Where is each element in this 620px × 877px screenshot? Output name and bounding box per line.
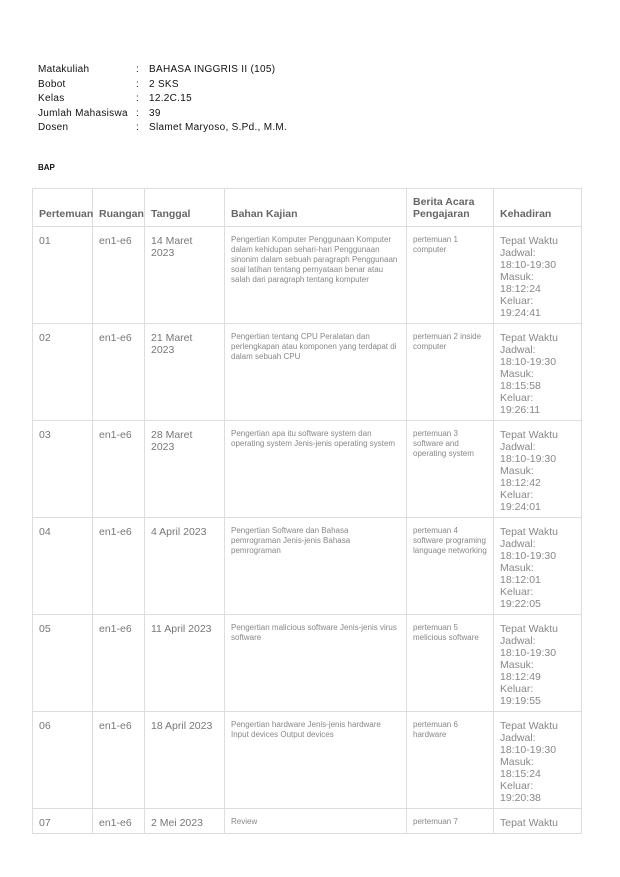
kehadiran-masuk: 18:15:24 [500,768,541,780]
kehadiran-masuk: 18:12:24 [500,283,541,295]
kehadiran-jadwal-label: Jadwal: [500,635,536,647]
kehadiran-keluar: 19:24:01 [500,501,541,513]
cell-pertemuan: 04 [33,518,93,615]
kehadiran-keluar: 19:19:55 [500,695,541,707]
cell-berita-acara: pertemuan 3 software and operating system [407,421,494,518]
cell-bahan-kajian: Pengertian hardware Jenis-jenis hardware Input devices Output devices [225,712,407,809]
header-tanggal: Tanggal [145,189,225,227]
cell-bahan-kajian: Pengertian malicious software Jenis-jenis virus software [225,615,407,712]
kehadiran-status: Tepat Waktu [500,235,558,247]
info-label: Matakuliah [38,64,90,75]
kehadiran-keluar-label: Keluar: [500,683,534,695]
info-row-bobot [38,79,287,94]
cell-pertemuan: 01 [33,227,93,324]
table-row [33,615,582,712]
info-label: Jumlah Mahasiswa [38,107,128,119]
kehadiran-jadwal: 18:10-19:30 [500,356,557,368]
kehadiran-keluar-label: Keluar: [500,295,534,307]
table-row [33,421,582,518]
kehadiran-masuk: 18:12:42 [500,477,541,489]
cell-ruangan: en1-e6 [93,324,145,421]
kehadiran-masuk: 18:12:49 [500,671,541,683]
kehadiran-keluar: 19:20:38 [500,792,541,804]
kehadiran-status: Tepat Waktu [500,720,558,732]
cell-pertemuan: 07 [33,809,93,834]
cell-kehadiran [494,518,582,615]
info-label: Kelas [38,93,65,104]
table-row [33,712,582,809]
kehadiran-keluar-label: Keluar: [500,780,534,792]
info-colon: : [136,122,140,133]
header-pertemuan: Pertemuan [33,189,93,227]
cell-berita-acara: pertemuan 1 computer [407,227,494,324]
info-colon: : [136,78,140,90]
cell-tanggal: 4 April 2023 [145,518,225,615]
kehadiran-masuk-label: Masuk: [500,368,534,380]
table-row [33,809,582,834]
kehadiran-jadwal: 18:10-19:30 [500,744,557,756]
info-label: Dosen [38,122,69,133]
section-title: BAP [38,163,55,172]
cell-kehadiran [494,615,582,712]
kehadiran-jadwal: 18:10-19:30 [500,259,557,271]
cell-kehadiran [494,809,582,834]
kehadiran-status: Tepat Waktu [500,429,558,441]
kehadiran-masuk-label: Masuk: [500,562,534,574]
cell-ruangan: en1-e6 [93,712,145,809]
table-row [33,518,582,615]
info-row-matakuliah [38,64,287,79]
cell-bahan-kajian: Pengertian apa itu software system dan operating system Jenis-jenis operating system [225,421,407,518]
cell-berita-acara: pertemuan 4 software programing language networking [407,518,494,615]
kehadiran-jadwal-label: Jadwal: [500,732,536,744]
info-value: 2 SKS [149,78,179,90]
table-row [33,324,582,421]
header-ruangan: Ruangan [93,189,145,227]
kehadiran-keluar: 19:26:11 [500,404,541,416]
info-value: 39 [149,107,161,119]
cell-kehadiran [494,227,582,324]
cell-berita-acara: pertemuan 2 inside computer [407,324,494,421]
info-colon: : [136,107,140,119]
cell-pertemuan: 02 [33,324,93,421]
kehadiran-masuk: 18:12:01 [500,574,541,586]
table-row [33,227,582,324]
header-kehadiran: Kehadiran [494,189,582,227]
kehadiran-jadwal: 18:10-19:30 [500,647,557,659]
bap-table [32,188,582,834]
kehadiran-status: Tepat Waktu [500,526,558,538]
cell-bahan-kajian: Pengertian tentang CPU Peralatan dan perlengkapan atau komponen yang terdapat di dalam sebuah CPU [225,324,407,421]
kehadiran-jadwal: 18:10-19:30 [500,550,557,562]
cell-kehadiran [494,324,582,421]
info-value: BAHASA INGGRIS II (105) [149,64,276,75]
cell-bahan-kajian: Pengertian Komputer Penggunaan Komputer dalam kehidupan sehari-hari Penggunaan sinonim dalam sebuah paragraph Penggunaan soal latihan tentang pernyataan benar atau salah dari paragraph tentang komputer [225,227,407,324]
info-colon: : [136,64,140,75]
kehadiran-masuk-label: Masuk: [500,756,534,768]
cell-tanggal: 2 Mei 2023 [145,809,225,834]
cell-tanggal: 21 Maret 2023 [145,324,225,421]
cell-berita-acara: pertemuan 5 melicious software [407,615,494,712]
kehadiran-jadwal-label: Jadwal: [500,344,536,356]
cell-ruangan: en1-e6 [93,227,145,324]
kehadiran-jadwal-label: Jadwal: [500,538,536,550]
cell-tanggal: 14 Maret 2023 [145,227,225,324]
header-bahan-kajian: Bahan Kajian [225,189,407,227]
kehadiran-jadwal-label: Jadwal: [500,441,536,453]
kehadiran-status: Tepat Waktu [500,332,558,344]
header-berita-acara: Berita Acara Pengajaran [407,189,494,227]
cell-berita-acara: pertemuan 7 [407,809,494,834]
cell-pertemuan: 06 [33,712,93,809]
cell-kehadiran [494,712,582,809]
kehadiran-keluar-label: Keluar: [500,392,534,404]
cell-berita-acara: pertemuan 6 hardware [407,712,494,809]
cell-bahan-kajian: Review [225,809,407,834]
kehadiran-keluar: 19:24:41 [500,307,541,319]
info-row-dosen [38,122,287,137]
cell-tanggal: 18 April 2023 [145,712,225,809]
info-colon: : [136,93,140,104]
kehadiran-masuk-label: Masuk: [500,271,534,283]
course-info [38,64,287,137]
kehadiran-jadwal-label: Jadwal: [500,247,536,259]
cell-pertemuan: 05 [33,615,93,712]
cell-ruangan: en1-e6 [93,518,145,615]
info-row-jumlah-mahasiswa [38,108,287,123]
cell-tanggal: 11 April 2023 [145,615,225,712]
kehadiran-status: Tepat Waktu [500,817,558,829]
kehadiran-jadwal: 18:10-19:30 [500,453,557,465]
cell-kehadiran [494,421,582,518]
info-label: Bobot [38,78,66,90]
cell-tanggal: 28 Maret 2023 [145,421,225,518]
cell-ruangan: en1-e6 [93,421,145,518]
cell-ruangan: en1-e6 [93,809,145,834]
kehadiran-masuk: 18:15:58 [500,380,541,392]
info-value: 12.2C.15 [149,93,192,104]
info-row-kelas [38,93,287,108]
cell-ruangan: en1-e6 [93,615,145,712]
cell-bahan-kajian: Pengertian Software dan Bahasa pemrograman Jenis-jenis Bahasa pemrograman [225,518,407,615]
kehadiran-status: Tepat Waktu [500,623,558,635]
kehadiran-keluar-label: Keluar: [500,586,534,598]
kehadiran-masuk-label: Masuk: [500,465,534,477]
kehadiran-masuk-label: Masuk: [500,659,534,671]
kehadiran-keluar: 19:22:05 [500,598,541,610]
cell-pertemuan: 03 [33,421,93,518]
info-value: Slamet Maryoso, S.Pd., M.M. [149,122,288,133]
kehadiran-keluar-label: Keluar: [500,489,534,501]
table-header-row [33,189,582,227]
